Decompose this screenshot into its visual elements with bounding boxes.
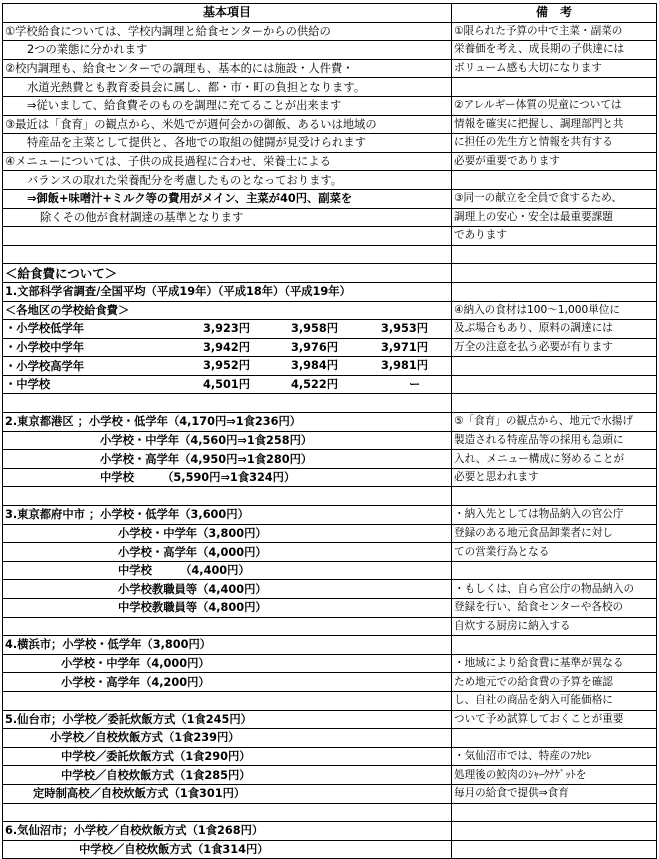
remark-cell[interactable]	[452, 543, 657, 562]
table-row	[3, 357, 657, 376]
basic-item-text: 小学校・高学年（4,000円）	[118, 545, 267, 559]
remark-cell[interactable]	[452, 450, 657, 469]
remark-cell[interactable]	[452, 41, 657, 60]
remark-text: 栄養価を考え、成長期の子供達には	[454, 43, 625, 56]
basic-item-cell[interactable]	[3, 152, 452, 171]
remark-cell[interactable]	[452, 59, 657, 78]
remark-cell[interactable]	[452, 747, 657, 766]
header-row	[3, 4, 657, 23]
table-row	[3, 59, 657, 78]
basic-item-text: 1.文部科学省調査/全国平均（平成19年）（平成18年）（平成19年）	[5, 285, 351, 299]
header-remarks[interactable]: 備 考	[452, 4, 657, 23]
remark-cell[interactable]	[452, 840, 657, 859]
remark-cell[interactable]	[452, 729, 657, 748]
table-row	[3, 78, 657, 97]
basic-item-cell[interactable]	[3, 747, 452, 766]
remark-cell[interactable]	[452, 357, 657, 376]
remark-cell[interactable]	[452, 784, 657, 803]
remark-text: 万全の注意を払う必要が有ります	[454, 340, 613, 353]
basic-item-cell[interactable]	[3, 822, 452, 841]
table-row	[3, 654, 657, 673]
table-row	[3, 710, 657, 729]
basic-item-cell[interactable]	[3, 78, 452, 97]
basic-item-text: 特産品を主菜として提供と、各地での取組の健闘が見受けられます	[27, 136, 366, 150]
basic-item-text: 2つの業態に分かれます	[27, 43, 148, 57]
basic-item-text: ⇒御飯+味噌汁+ミルク等の費用がメイン、主菜が40円、副菜を	[27, 192, 353, 206]
remark-cell[interactable]	[452, 673, 657, 692]
table-row	[3, 803, 657, 822]
basic-item-text: 2.東京都港区 ；小学校・低学年（4,170円⇒1食236円）	[5, 415, 302, 429]
table-row	[3, 96, 657, 115]
fee-value: 3,923円	[203, 322, 251, 336]
fee-value: 3,981円	[381, 359, 429, 373]
basic-item-cell[interactable]	[3, 524, 452, 543]
remark-cell[interactable]	[452, 599, 657, 618]
remark-cell[interactable]	[452, 189, 657, 208]
remark-text: であります	[454, 229, 507, 242]
remark-cell[interactable]	[452, 78, 657, 97]
table-row	[3, 171, 657, 190]
remark-text: ついて予め試算しておくことが重要	[454, 712, 624, 725]
basic-item-text: 4.横浜市；小学校・低学年（3,800円）	[5, 638, 212, 652]
remark-cell[interactable]	[452, 636, 657, 655]
remark-cell[interactable]	[452, 282, 657, 301]
remark-cell[interactable]	[452, 134, 657, 153]
basic-item-text: ・小学校高学年	[5, 359, 85, 373]
fee-value: 3,958円	[291, 322, 339, 336]
table-row	[3, 747, 657, 766]
basic-item-cell[interactable]	[3, 189, 452, 208]
basic-item-text: 小学校・中学年（4,000円）	[61, 657, 210, 671]
remark-text: ①限られた予算の中で主菜・副菜の	[454, 24, 623, 37]
remark-cell[interactable]	[452, 115, 657, 134]
table-row	[3, 636, 657, 655]
basic-item-text: 小学校・高学年（4,950円⇒1食280円）	[100, 452, 313, 466]
table-row	[3, 152, 657, 171]
basic-item-cell[interactable]	[3, 803, 452, 822]
table-row	[3, 599, 657, 618]
remark-cell[interactable]	[452, 710, 657, 729]
table-row	[3, 394, 657, 413]
table-row	[3, 431, 657, 450]
basic-item-text: ④メニューについては、子供の成長過程に合わせ、栄養士による	[5, 155, 331, 169]
remark-cell[interactable]	[452, 506, 657, 525]
remark-cell[interactable]	[452, 487, 657, 506]
remark-cell[interactable]	[452, 171, 657, 190]
table-row	[3, 561, 657, 580]
table-row	[3, 617, 657, 636]
basic-item-cell[interactable]	[3, 338, 452, 357]
table-row	[3, 450, 657, 469]
basic-item-cell[interactable]	[3, 561, 452, 580]
table-row	[3, 375, 657, 394]
remark-text: ⑤「食育」の観点から、地元で水揚げ	[454, 415, 633, 428]
header-basic-items[interactable]: 基本項目	[3, 4, 452, 23]
table-row	[3, 301, 657, 320]
table-row	[3, 245, 657, 264]
remark-text: 調理上の安心・安全は最重要課題	[454, 210, 613, 223]
table-row	[3, 729, 657, 748]
basic-item-text: 小学校／自校炊飯方式（1食239円）	[50, 731, 240, 745]
basic-item-cell[interactable]	[3, 729, 452, 748]
remark-cell[interactable]	[452, 691, 657, 710]
basic-item-text: 小学校・中学年（4,560円⇒1食258円）	[100, 433, 313, 447]
basic-item-text: ⇒従いまして、給食費そのものを調理に充てることが出来ます	[27, 99, 342, 113]
remark-cell[interactable]	[452, 654, 657, 673]
remark-cell[interactable]	[452, 227, 657, 246]
remark-cell[interactable]	[452, 375, 657, 394]
basic-item-text: 中学校／自校炊飯方式（1食285円）	[61, 768, 251, 782]
remark-text: 自炊する厨房に納入する	[454, 619, 571, 632]
remark-cell[interactable]	[452, 264, 657, 283]
basic-item-text: 6.気仙沼市；小学校／自校炊飯方式（1食268円）	[5, 824, 264, 838]
remark-cell[interactable]	[452, 803, 657, 822]
remark-text: ②アレルギー体質の児童については	[454, 99, 622, 112]
basic-item-text: 中学校教職員等（4,800円）	[118, 601, 267, 615]
fee-value: 3,976円	[291, 340, 339, 354]
basic-item-cell[interactable]	[3, 301, 452, 320]
basic-item-cell[interactable]	[3, 506, 452, 525]
table-row	[3, 487, 657, 506]
basic-item-cell[interactable]	[3, 654, 452, 673]
basic-item-cell[interactable]	[3, 375, 452, 394]
remark-text: 毎月の給食で提供⇒食育	[454, 787, 569, 800]
remark-cell[interactable]	[452, 338, 657, 357]
basic-item-cell[interactable]	[3, 282, 452, 301]
remark-cell[interactable]	[452, 468, 657, 487]
basic-item-cell[interactable]	[3, 599, 452, 618]
basic-item-text: ＜給食費について＞	[5, 265, 118, 281]
basic-item-cell[interactable]	[3, 413, 452, 432]
basic-item-cell[interactable]	[3, 227, 452, 246]
basic-item-text: 小学校・高学年（4,200円）	[61, 675, 210, 689]
table-row	[3, 189, 657, 208]
basic-item-text: バランスの取れた栄養配分を考慮したものとなっております。	[27, 173, 343, 187]
remark-cell[interactable]	[452, 580, 657, 599]
fee-value: 3,942円	[203, 340, 251, 354]
table-row	[3, 208, 657, 227]
remark-text: 処理後の鮫肉のｼｬｰｸﾅｹﾞｯﾄを	[454, 768, 587, 781]
basic-item-cell[interactable]	[3, 450, 452, 469]
basic-item-text: 5.仙台市；小学校／委託炊飯方式（1食245円）	[5, 712, 252, 726]
basic-item-cell[interactable]	[3, 59, 452, 78]
basic-item-cell[interactable]	[3, 96, 452, 115]
basic-item-text: 中学校 （5,590円⇒1食324円）	[100, 471, 296, 485]
basic-item-text: 中学校／自校炊飯方式（1食314円）	[79, 843, 269, 857]
remark-text: 入れ、メニュー構成に努めることが	[454, 452, 625, 465]
remark-text: 必要と思われます	[454, 471, 539, 484]
basic-item-cell[interactable]	[3, 487, 452, 506]
basic-item-text: 水道光熱費とも教育委員会に属し、都・市・町の負担となります。	[27, 80, 366, 94]
table-row	[3, 413, 657, 432]
remark-text: 必要が重要であります	[454, 155, 560, 168]
table-row	[3, 282, 657, 301]
remark-text: ④納入の食材は100～1,000単位に	[454, 303, 620, 316]
basic-item-cell[interactable]	[3, 617, 452, 636]
fee-value: 3,953円	[381, 322, 429, 336]
basic-item-cell[interactable]	[3, 710, 452, 729]
basic-item-cell[interactable]	[3, 766, 452, 785]
basic-item-text: ＜各地区の学校給食費＞	[5, 303, 130, 317]
basic-item-text: 中学校 （4,400円）	[118, 564, 250, 578]
basic-item-text: ③最近は「食育」の観点から、米処でが週何会かの御飯、あるいは地域の	[5, 117, 377, 131]
remark-cell[interactable]	[452, 413, 657, 432]
table-row	[3, 784, 657, 803]
remark-text: ・納入先としては物品納入の官公庁	[454, 508, 624, 521]
fee-value: 3,952円	[203, 359, 251, 373]
basic-item-cell[interactable]	[3, 673, 452, 692]
remark-cell[interactable]	[452, 394, 657, 413]
remark-text: ③同一の献立を全員で食するため、	[454, 192, 622, 205]
remark-text: 情報を確実に把握し、調理部門と共	[454, 117, 624, 130]
basic-item-cell[interactable]	[3, 22, 452, 41]
table-row	[3, 673, 657, 692]
remark-text: ての営業行為となる	[454, 545, 550, 558]
fee-value: 3,971円	[381, 340, 429, 354]
remark-cell[interactable]	[452, 22, 657, 41]
table-row	[3, 822, 657, 841]
remark-text: ・もしくは、自ら官公庁の物品納入の	[454, 582, 635, 595]
basic-item-cell[interactable]	[3, 468, 452, 487]
table-row	[3, 766, 657, 785]
school-lunch-table	[2, 3, 657, 859]
basic-item-cell[interactable]	[3, 691, 452, 710]
basic-item-cell[interactable]	[3, 636, 452, 655]
remark-cell[interactable]	[452, 320, 657, 339]
basic-item-text: ・中学校	[5, 378, 51, 392]
basic-item-cell[interactable]	[3, 580, 452, 599]
remark-text: 登録のある地元食品卸業者に対し	[454, 526, 613, 539]
table-row	[3, 115, 657, 134]
table-row	[3, 264, 657, 283]
remark-text: し、自社の商品を納入可能価格に	[454, 694, 613, 707]
basic-item-cell[interactable]	[3, 41, 452, 60]
basic-item-text: ②校内調理も、給食センターでの調理も、基本的には施設・人件費・	[5, 62, 354, 76]
basic-item-cell[interactable]	[3, 784, 452, 803]
basic-item-cell[interactable]	[3, 357, 452, 376]
basic-item-text: 小学校・中学年（3,800円）	[118, 526, 267, 540]
remark-text: 製造される特産品等の採用も急頭に	[454, 433, 624, 446]
remark-text: に担任の先生方と情報を共有する	[454, 136, 613, 149]
fee-value: ー	[409, 377, 421, 391]
basic-item-cell[interactable]	[3, 543, 452, 562]
basic-item-text: 小学校教職員等（4,400円）	[118, 582, 267, 596]
remark-text: ・気仙沼市では、特産のﾌｶﾋﾚ	[454, 750, 592, 763]
basic-item-cell[interactable]	[3, 245, 452, 264]
basic-item-cell[interactable]	[3, 840, 452, 859]
basic-item-cell[interactable]	[3, 320, 452, 339]
remark-cell[interactable]	[452, 301, 657, 320]
basic-item-text: ・小学校低学年	[5, 322, 85, 336]
basic-item-text: 中学校／委託炊飯方式（1食290円）	[61, 750, 251, 764]
remark-text: ・地域により給食費に基準が異なる	[454, 657, 624, 670]
table-row	[3, 468, 657, 487]
remark-cell[interactable]	[452, 245, 657, 264]
remark-cell[interactable]	[452, 561, 657, 580]
basic-item-text: 3.東京都府中市 ；小学校・低学年（3,600円）	[5, 508, 249, 522]
basic-item-cell[interactable]	[3, 208, 452, 227]
table-row	[3, 580, 657, 599]
table-row	[3, 134, 657, 153]
basic-item-text: 定時制高校／自校炊飯方式（1食301円）	[33, 787, 246, 801]
remark-cell[interactable]	[452, 96, 657, 115]
remark-cell[interactable]	[452, 431, 657, 450]
table-row	[3, 338, 657, 357]
basic-item-cell[interactable]	[3, 115, 452, 134]
basic-item-text: 除くその他が食材調達の基準となります	[40, 210, 244, 224]
remark-text: 登録を行い、給食センターや各校の	[454, 601, 624, 614]
remark-cell[interactable]	[452, 617, 657, 636]
table-row	[3, 41, 657, 60]
remark-cell[interactable]	[452, 208, 657, 227]
remark-text: ため地元での給食費の予算を確認	[454, 675, 613, 688]
table-row	[3, 543, 657, 562]
fee-value: 4,501円	[203, 377, 251, 391]
remark-text: 及ぶ場合もあり、原料の調達には	[454, 322, 613, 335]
table-row	[3, 691, 657, 710]
table-row	[3, 227, 657, 246]
fee-value: 3,984円	[291, 359, 339, 373]
remark-text: ボリューム感も大切になります	[454, 62, 602, 75]
table-row	[3, 840, 657, 859]
basic-item-text: ①学校給食については、学校内調理と給食センターからの供給の	[5, 24, 331, 38]
fee-value: 4,522円	[291, 377, 339, 391]
table-row	[3, 320, 657, 339]
remark-cell[interactable]	[452, 152, 657, 171]
basic-item-cell[interactable]	[3, 431, 452, 450]
table-row	[3, 524, 657, 543]
table-row	[3, 506, 657, 525]
basic-item-cell[interactable]	[3, 394, 452, 413]
table-row	[3, 22, 657, 41]
remark-cell[interactable]	[452, 766, 657, 785]
remark-cell[interactable]	[452, 524, 657, 543]
remark-cell[interactable]	[452, 822, 657, 841]
basic-item-text: ・小学校中学年	[5, 340, 85, 354]
basic-item-cell[interactable]	[3, 264, 452, 283]
basic-item-cell[interactable]	[3, 171, 452, 190]
basic-item-cell[interactable]	[3, 134, 452, 153]
